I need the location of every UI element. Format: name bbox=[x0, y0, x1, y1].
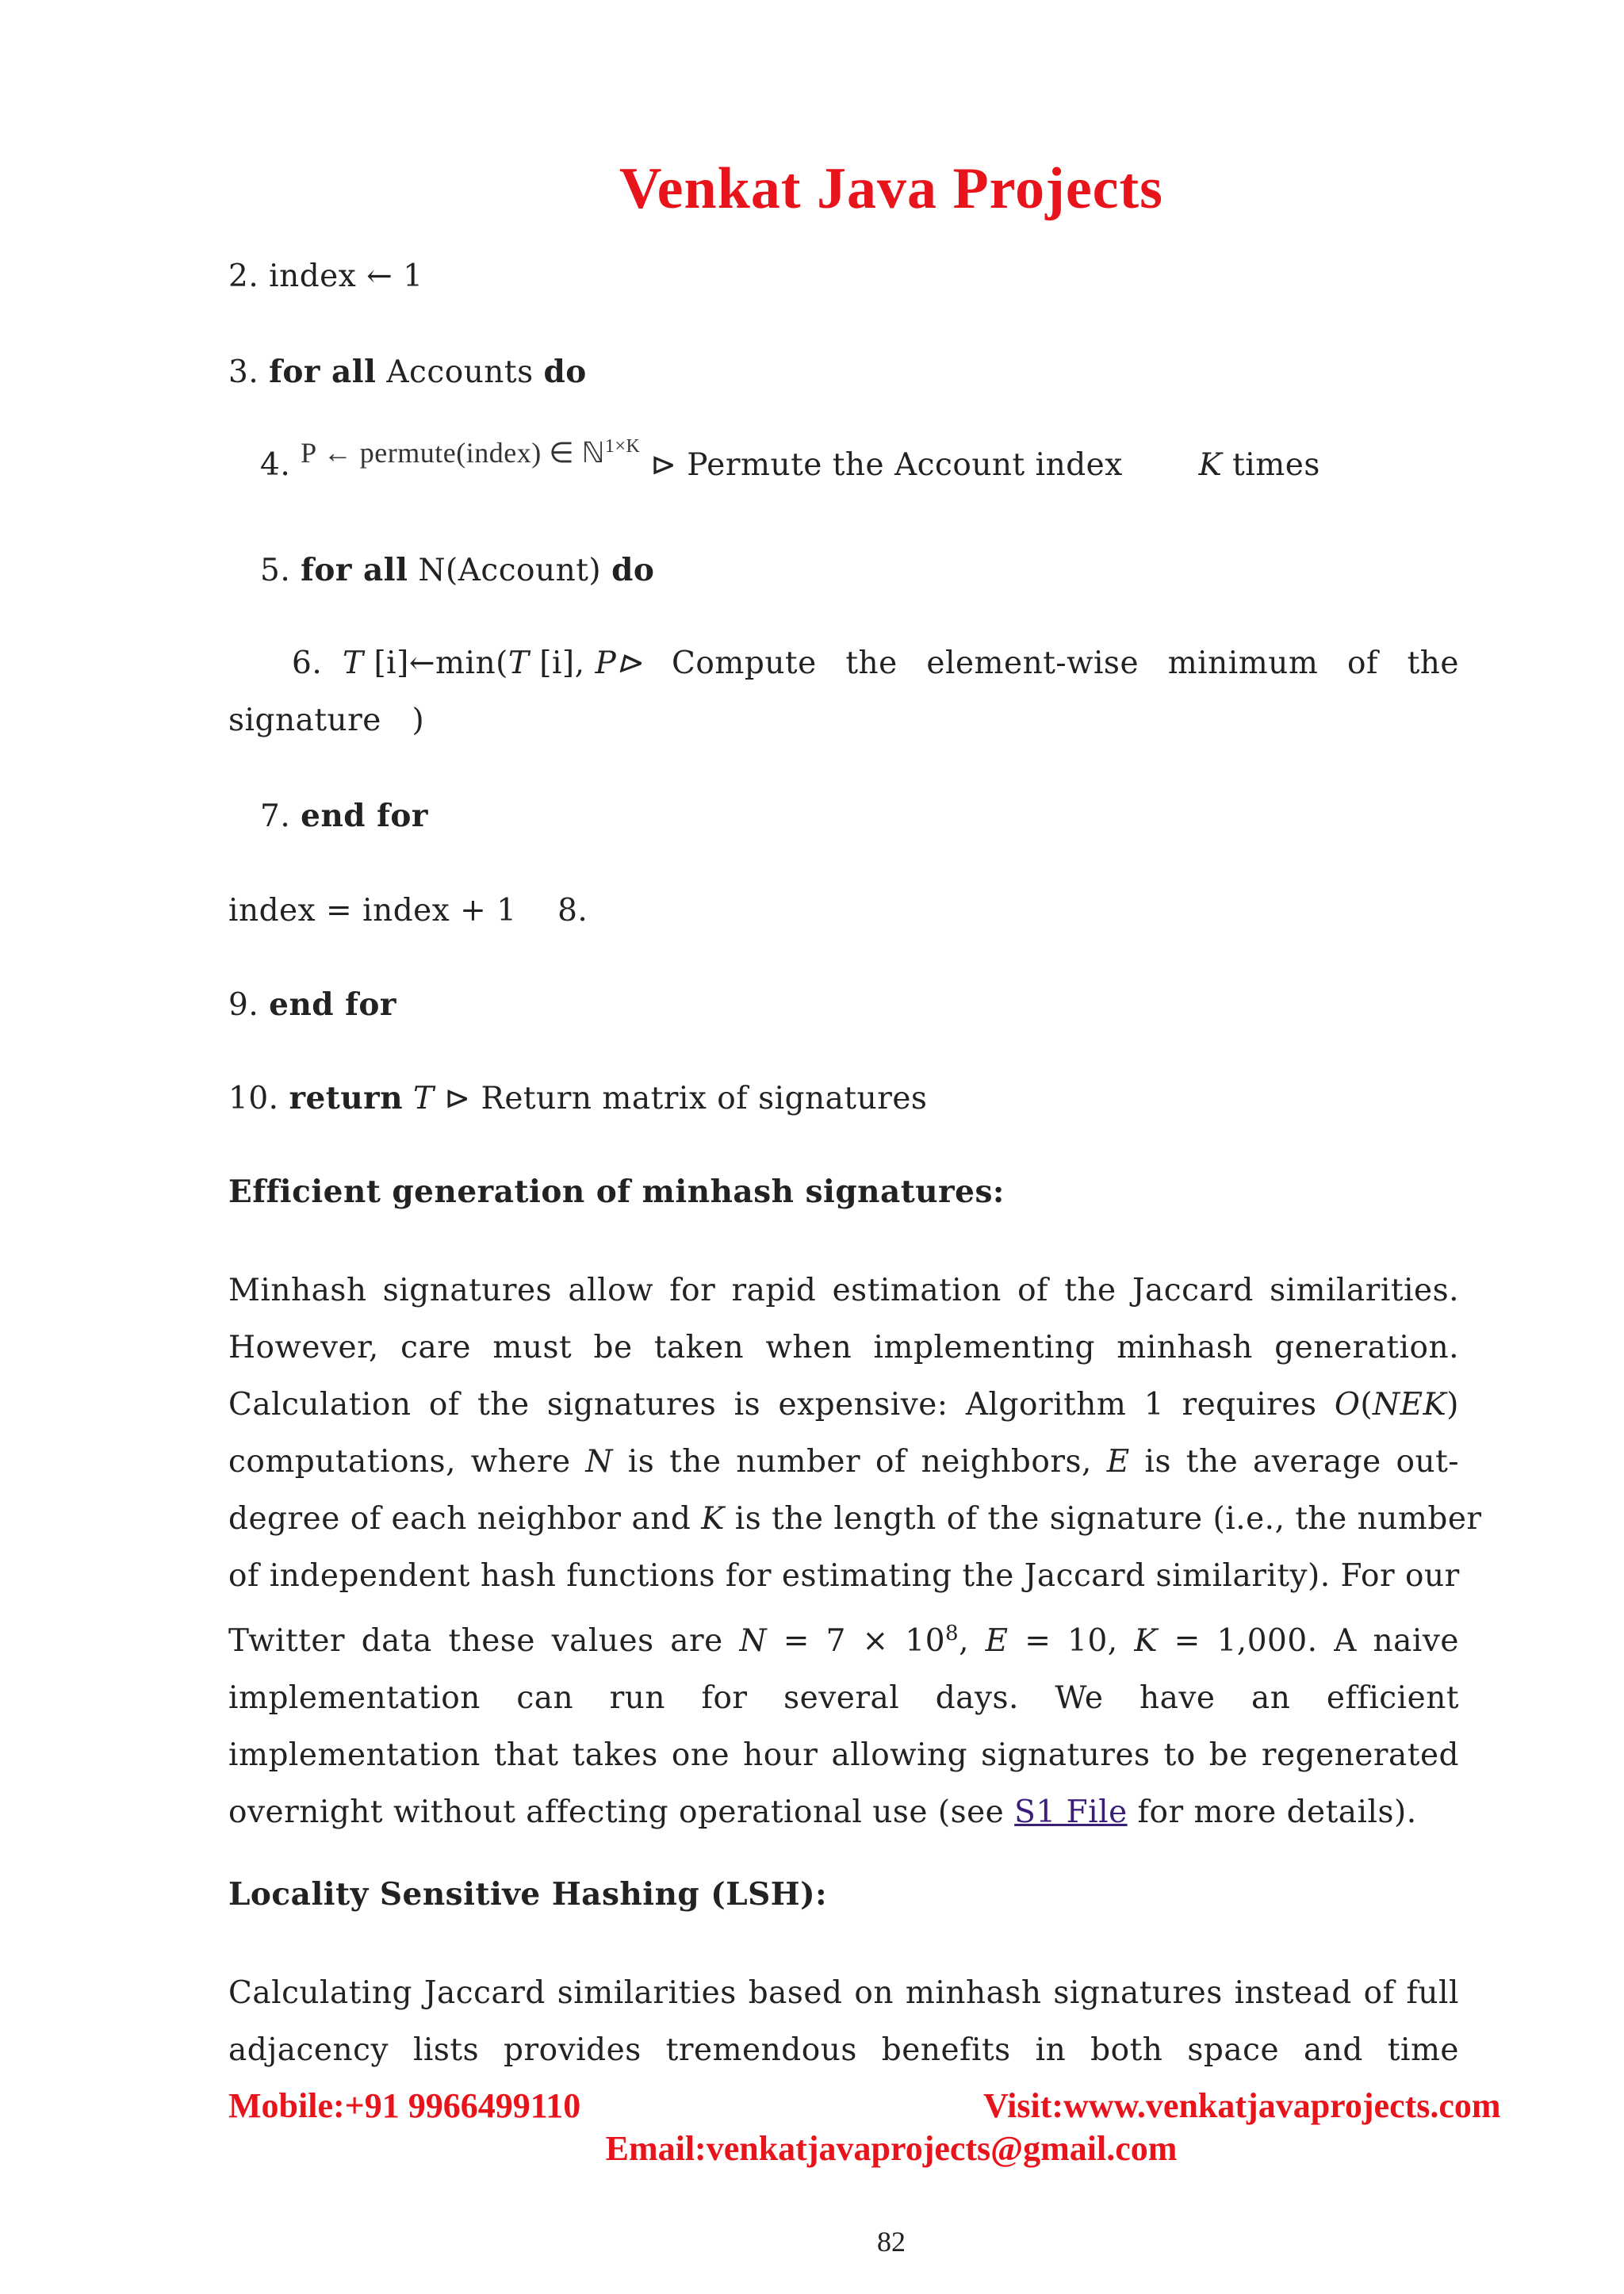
footer-mobile: Mobile:+91 9966499110 bbox=[228, 2086, 581, 2125]
paragraph-line: Twitter data these values are $N = 7 \times 10^8$, E = 10, K = 1,000. A naive bbox=[228, 1622, 1459, 1659]
times-text: times bbox=[1232, 447, 1320, 483]
paragraph-line: overnight without affecting operational use (see S1 File for more details). bbox=[228, 1794, 1417, 1830]
permute-formula: P ← permute(index) ∈ ℕ$^{1\times K}$ bbox=[301, 436, 641, 469]
comment-word: Compute bbox=[672, 645, 817, 681]
comment-word: the bbox=[1407, 645, 1459, 681]
section-heading-lsh: Locality Sensitive Hashing (LSH): bbox=[228, 1876, 828, 1913]
comment-word: the bbox=[845, 645, 898, 681]
footer-email[interactable]: Email:venkatjavaprojects@gmail.com bbox=[605, 2129, 1178, 2168]
paragraph-line: implementation can run for several days. We have an efficient bbox=[228, 1680, 1459, 1716]
keyword-do: do bbox=[611, 552, 655, 588]
s1-file-link[interactable]: S1 File bbox=[1014, 1794, 1128, 1830]
var-k: K bbox=[1198, 447, 1223, 483]
paragraph-lsh bbox=[228, 1965, 1459, 2079]
section-heading-minhash: Efficient generation of minhash signatures: bbox=[228, 1174, 1005, 1210]
keyword-for-all: for all bbox=[301, 552, 408, 588]
line-number: 4. bbox=[260, 447, 291, 483]
keyword-for-all: for all bbox=[269, 354, 377, 390]
algo-line-10 bbox=[228, 1080, 927, 1118]
line-text: N(Account) bbox=[418, 553, 602, 588]
page-header-title: Venkat Java Projects bbox=[619, 156, 1163, 221]
comment-word: element-wise bbox=[926, 645, 1139, 681]
line-number: 9. bbox=[228, 987, 259, 1023]
algo-line-7 bbox=[260, 798, 428, 836]
paragraph-minhash bbox=[228, 1262, 1482, 1841]
line-comment: ⊳ Permute the Account index bbox=[650, 447, 1123, 483]
algo-line-4 bbox=[260, 436, 1320, 484]
line-number: 2. bbox=[228, 259, 259, 294]
algo-line-3 bbox=[228, 354, 587, 392]
keyword-do: do bbox=[543, 354, 587, 390]
algo-line-6 bbox=[292, 645, 1459, 683]
var-t: T bbox=[412, 1081, 435, 1116]
line-6-formula: 6. T [i]←min(T [i], P⊳ bbox=[292, 645, 643, 681]
algo-line-9 bbox=[228, 986, 396, 1024]
paragraph-line: Calculation of the signatures is expensive: Algorithm 1 requires O(NEK) bbox=[228, 1387, 1459, 1423]
line-comment: ⊳ Return matrix of signatures bbox=[444, 1081, 928, 1116]
paragraph-line: However, care must be taken when implementing minhash generation. bbox=[228, 1330, 1459, 1365]
line-number: 5. bbox=[260, 553, 291, 588]
keyword-end-for: end for bbox=[269, 986, 396, 1023]
comment-word: of bbox=[1347, 645, 1378, 681]
paragraph-line: degree of each neighbor and K is the length of the signature (i.e., the number bbox=[228, 1501, 1482, 1537]
line-text: index ← 1 bbox=[269, 259, 423, 294]
line-number: 10. bbox=[228, 1081, 279, 1116]
keyword-return: return bbox=[289, 1080, 404, 1116]
paragraph-line: computations, where N is the number of neighbors, E is the average out- bbox=[228, 1444, 1460, 1480]
footer-website[interactable]: Visit:www.venkatjavaprojects.com bbox=[983, 2086, 1501, 2125]
algo-line-2 bbox=[228, 259, 423, 296]
line-number: 3. bbox=[228, 354, 259, 390]
paragraph-line: of independent hash functions for estimating the Jaccard similarity). For our bbox=[228, 1558, 1460, 1594]
algo-line-5 bbox=[260, 552, 654, 590]
line-number: 7. bbox=[260, 798, 291, 834]
algo-line-6-continuation: signature ) bbox=[228, 703, 425, 738]
line-text: Accounts bbox=[386, 354, 534, 390]
comment-word: minimum bbox=[1167, 645, 1319, 681]
paragraph-line: adjacency lists provides tremendous benefits in both space and time bbox=[228, 2032, 1459, 2068]
algo-line-8: index = index + 1 8. bbox=[228, 893, 588, 929]
paragraph-line: implementation that takes one hour allowing signatures to be regenerated bbox=[228, 1737, 1459, 1773]
keyword-end-for: end for bbox=[301, 798, 428, 834]
paragraph-line: Minhash signatures allow for rapid estimation of the Jaccard similarities. bbox=[228, 1273, 1459, 1308]
paragraph-line: Calculating Jaccard similarities based on minhash signatures instead of full bbox=[228, 1975, 1459, 2011]
page-number: 82 bbox=[877, 2226, 906, 2258]
